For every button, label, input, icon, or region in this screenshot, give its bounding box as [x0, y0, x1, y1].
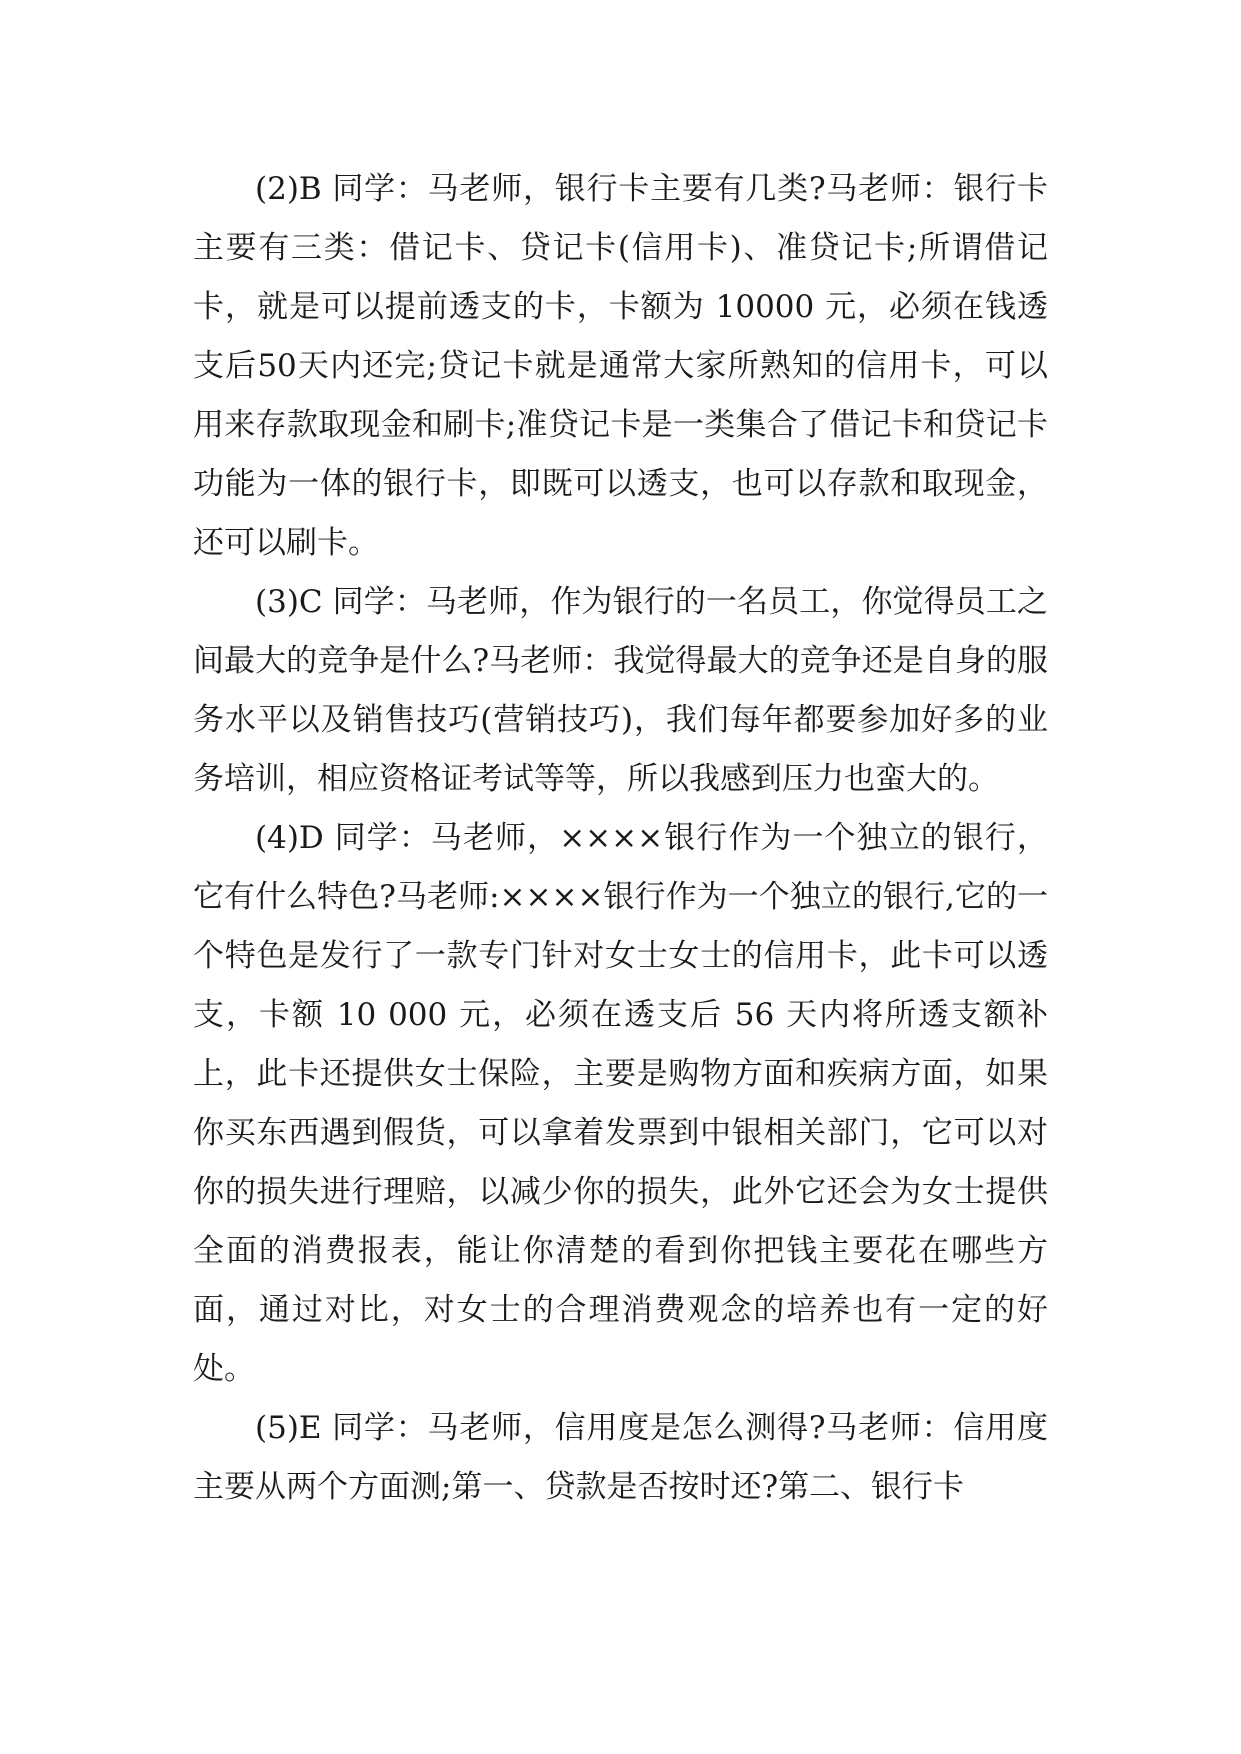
paragraph-5: (5)E 同学：马老师，信用度是怎么测得?马老师：信用度主要从两个方面测;第一、贷款是否按时还?第二、银行卡: [193, 1410, 1048, 1505]
paragraph-3: (3)C 同学：马老师，作为银行的一名员工，你觉得员工之间最大的竞争是什么?马老师：我觉得最大的竞争还是自身的服务水平以及销售技巧(营销技巧)，我们每年都要参加好多的业务培训，相应资格证考试等等，所以我感到压力也蛮大的。: [193, 584, 1048, 797]
paragraph-4: (4)D 同学：马老师，××××银行作为一个独立的银行，它有什么特色?马老师:××××银行作为一个独立的银行,它的一个特色是发行了一款专门针对女士女士的信用卡，此卡可以透支，卡额 10 000 元，必须在透支后 56 天内将所透支额补上，此卡还提供女士保险，主要是购物方面和疾病方面，如果你买东西遇到假货，可以拿着发票到中银相关部门，它可以对你的损失进行理赔，以减少你的损失，此外它还会为女士提供全面的消费报表，能让你清楚的看到你把钱主要花在哪些方面，通过对比，对女士的合理消费观念的培养也有一定的好处。: [193, 820, 1048, 1387]
document-page: [193, 160, 1048, 1517]
paragraph-2: (2)B 同学：马老师，银行卡主要有几类?马老师：银行卡主要有三类：借记卡、贷记卡(信用卡)、准贷记卡;所谓借记卡，就是可以提前透支的卡，卡额为 10000 元，必须在钱透支后50天内还完;贷记卡就是通常大家所熟知的信用卡，可以用来存款取现金和刷卡;准贷记卡是一类集合了借记卡和贷记卡功能为一体的银行卡，即既可以透支，也可以存款和取现金，还可以刷卡。: [193, 171, 1048, 561]
